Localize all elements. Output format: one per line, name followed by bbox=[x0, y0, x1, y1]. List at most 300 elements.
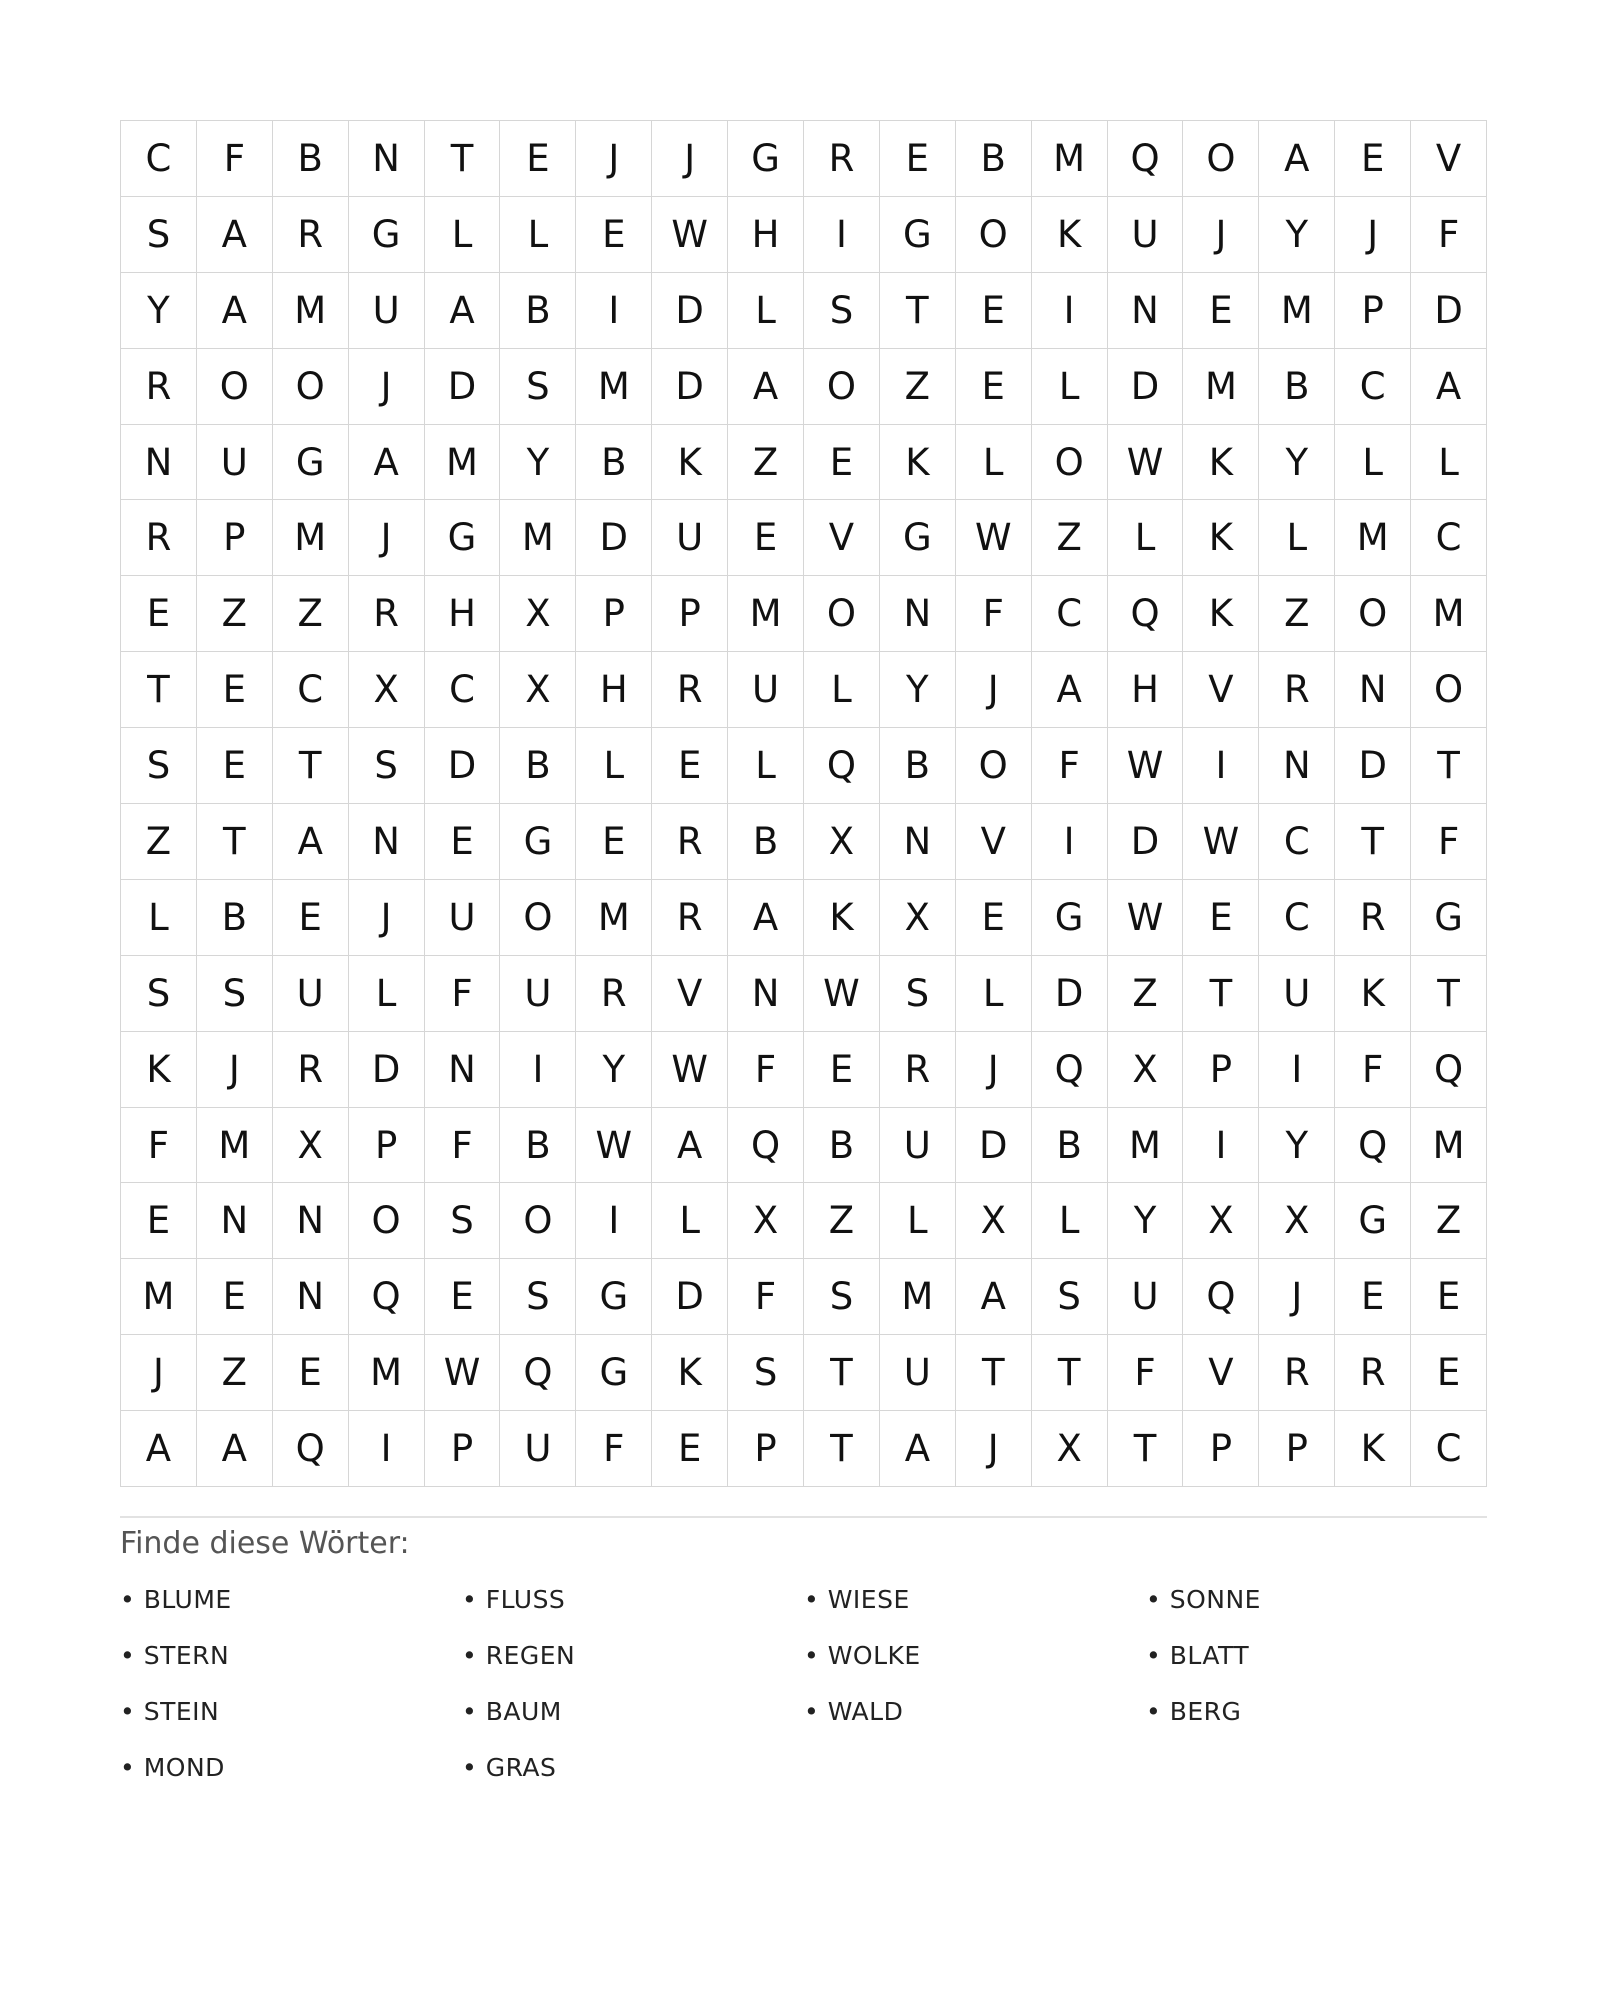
grid-cell[interactable]: O bbox=[273, 349, 349, 425]
grid-cell[interactable]: B bbox=[804, 1108, 880, 1184]
grid-cell[interactable]: M bbox=[576, 349, 652, 425]
grid-cell[interactable]: A bbox=[349, 425, 425, 501]
grid-cell[interactable]: R bbox=[652, 652, 728, 728]
grid-cell[interactable]: K bbox=[652, 425, 728, 501]
grid-cell[interactable]: S bbox=[197, 956, 273, 1032]
grid-cell[interactable]: Z bbox=[197, 576, 273, 652]
grid-cell[interactable]: O bbox=[1335, 576, 1411, 652]
grid-cell[interactable]: A bbox=[1032, 652, 1108, 728]
grid-cell[interactable]: B bbox=[1259, 349, 1335, 425]
grid-cell[interactable]: Q bbox=[1032, 1032, 1108, 1108]
grid-cell[interactable]: V bbox=[1183, 1335, 1259, 1411]
grid-cell[interactable]: D bbox=[349, 1032, 425, 1108]
grid-cell[interactable]: T bbox=[804, 1335, 880, 1411]
grid-cell[interactable]: Y bbox=[121, 273, 197, 349]
grid-cell[interactable]: J bbox=[349, 880, 425, 956]
grid-cell[interactable]: M bbox=[1108, 1108, 1184, 1184]
grid-cell[interactable]: G bbox=[576, 1335, 652, 1411]
grid-cell[interactable]: M bbox=[500, 500, 576, 576]
grid-cell[interactable]: W bbox=[1183, 804, 1259, 880]
grid-cell[interactable]: O bbox=[349, 1183, 425, 1259]
grid-cell[interactable]: N bbox=[1108, 273, 1184, 349]
grid-cell[interactable]: M bbox=[1032, 121, 1108, 197]
grid-cell[interactable]: F bbox=[1335, 1032, 1411, 1108]
grid-cell[interactable]: W bbox=[804, 956, 880, 1032]
grid-cell[interactable]: Z bbox=[880, 349, 956, 425]
grid-cell[interactable]: E bbox=[1183, 880, 1259, 956]
grid-cell[interactable]: X bbox=[956, 1183, 1032, 1259]
grid-cell[interactable]: Q bbox=[349, 1259, 425, 1335]
grid-cell[interactable]: U bbox=[273, 956, 349, 1032]
grid-cell[interactable]: D bbox=[956, 1108, 1032, 1184]
grid-cell[interactable]: A bbox=[273, 804, 349, 880]
grid-cell[interactable]: M bbox=[273, 273, 349, 349]
grid-cell[interactable]: P bbox=[728, 1411, 804, 1487]
grid-cell[interactable]: L bbox=[1032, 1183, 1108, 1259]
grid-cell[interactable]: T bbox=[121, 652, 197, 728]
grid-cell[interactable]: U bbox=[197, 425, 273, 501]
grid-cell[interactable]: L bbox=[804, 652, 880, 728]
grid-cell[interactable]: F bbox=[956, 576, 1032, 652]
grid-cell[interactable]: D bbox=[1032, 956, 1108, 1032]
grid-cell[interactable]: E bbox=[121, 576, 197, 652]
grid-cell[interactable]: H bbox=[576, 652, 652, 728]
grid-cell[interactable]: T bbox=[1411, 956, 1487, 1032]
grid-cell[interactable]: M bbox=[1411, 1108, 1487, 1184]
grid-cell[interactable]: K bbox=[652, 1335, 728, 1411]
grid-cell[interactable]: J bbox=[1335, 197, 1411, 273]
grid-cell[interactable]: J bbox=[121, 1335, 197, 1411]
grid-cell[interactable]: U bbox=[1108, 197, 1184, 273]
grid-cell[interactable]: D bbox=[652, 273, 728, 349]
grid-cell[interactable]: E bbox=[728, 500, 804, 576]
grid-cell[interactable]: L bbox=[956, 956, 1032, 1032]
grid-cell[interactable]: W bbox=[652, 1032, 728, 1108]
grid-cell[interactable]: T bbox=[956, 1335, 1032, 1411]
grid-cell[interactable]: C bbox=[1335, 349, 1411, 425]
grid-cell[interactable]: N bbox=[121, 425, 197, 501]
grid-cell[interactable]: G bbox=[880, 197, 956, 273]
grid-cell[interactable]: B bbox=[880, 728, 956, 804]
grid-cell[interactable]: E bbox=[880, 121, 956, 197]
grid-cell[interactable]: P bbox=[349, 1108, 425, 1184]
grid-cell[interactable]: N bbox=[349, 804, 425, 880]
grid-cell[interactable]: X bbox=[1183, 1183, 1259, 1259]
grid-cell[interactable]: D bbox=[425, 728, 501, 804]
grid-cell[interactable]: L bbox=[1259, 500, 1335, 576]
grid-cell[interactable]: M bbox=[273, 500, 349, 576]
grid-cell[interactable]: C bbox=[1259, 804, 1335, 880]
grid-cell[interactable]: L bbox=[576, 728, 652, 804]
grid-cell[interactable]: B bbox=[1032, 1108, 1108, 1184]
grid-cell[interactable]: D bbox=[425, 349, 501, 425]
grid-cell[interactable]: W bbox=[425, 1335, 501, 1411]
grid-cell[interactable]: T bbox=[1108, 1411, 1184, 1487]
grid-cell[interactable]: L bbox=[1411, 425, 1487, 501]
grid-cell[interactable]: T bbox=[1335, 804, 1411, 880]
grid-cell[interactable]: X bbox=[804, 804, 880, 880]
grid-cell[interactable]: L bbox=[349, 956, 425, 1032]
grid-cell[interactable]: U bbox=[425, 880, 501, 956]
grid-cell[interactable]: Z bbox=[728, 425, 804, 501]
grid-cell[interactable]: Z bbox=[1032, 500, 1108, 576]
grid-cell[interactable]: M bbox=[880, 1259, 956, 1335]
grid-cell[interactable]: E bbox=[652, 728, 728, 804]
grid-cell[interactable]: L bbox=[121, 880, 197, 956]
grid-cell[interactable]: F bbox=[728, 1259, 804, 1335]
grid-cell[interactable]: S bbox=[349, 728, 425, 804]
grid-cell[interactable]: T bbox=[880, 273, 956, 349]
grid-cell[interactable]: L bbox=[425, 197, 501, 273]
grid-cell[interactable]: K bbox=[1335, 1411, 1411, 1487]
grid-cell[interactable]: A bbox=[728, 349, 804, 425]
grid-cell[interactable]: G bbox=[349, 197, 425, 273]
grid-cell[interactable]: X bbox=[880, 880, 956, 956]
grid-cell[interactable]: T bbox=[804, 1411, 880, 1487]
grid-cell[interactable]: Q bbox=[273, 1411, 349, 1487]
grid-cell[interactable]: R bbox=[349, 576, 425, 652]
grid-cell[interactable]: S bbox=[804, 1259, 880, 1335]
grid-cell[interactable]: E bbox=[425, 1259, 501, 1335]
grid-cell[interactable]: Q bbox=[1183, 1259, 1259, 1335]
grid-cell[interactable]: J bbox=[349, 349, 425, 425]
grid-cell[interactable]: E bbox=[1183, 273, 1259, 349]
grid-cell[interactable]: D bbox=[576, 500, 652, 576]
grid-cell[interactable]: K bbox=[1335, 956, 1411, 1032]
grid-cell[interactable]: E bbox=[121, 1183, 197, 1259]
grid-cell[interactable]: W bbox=[1108, 880, 1184, 956]
grid-cell[interactable]: E bbox=[1411, 1335, 1487, 1411]
grid-cell[interactable]: B bbox=[956, 121, 1032, 197]
grid-cell[interactable]: O bbox=[500, 1183, 576, 1259]
grid-cell[interactable]: V bbox=[956, 804, 1032, 880]
grid-cell[interactable]: D bbox=[652, 349, 728, 425]
grid-cell[interactable]: X bbox=[500, 576, 576, 652]
grid-cell[interactable]: C bbox=[1411, 1411, 1487, 1487]
grid-cell[interactable]: N bbox=[273, 1183, 349, 1259]
grid-cell[interactable]: A bbox=[121, 1411, 197, 1487]
grid-cell[interactable]: Z bbox=[804, 1183, 880, 1259]
grid-cell[interactable]: M bbox=[576, 880, 652, 956]
grid-cell[interactable]: C bbox=[425, 652, 501, 728]
grid-cell[interactable]: S bbox=[500, 1259, 576, 1335]
grid-cell[interactable]: G bbox=[1335, 1183, 1411, 1259]
grid-cell[interactable]: Z bbox=[1108, 956, 1184, 1032]
grid-cell[interactable]: E bbox=[1335, 1259, 1411, 1335]
grid-cell[interactable]: I bbox=[1183, 728, 1259, 804]
grid-cell[interactable]: K bbox=[1032, 197, 1108, 273]
grid-cell[interactable]: A bbox=[197, 197, 273, 273]
grid-cell[interactable]: E bbox=[804, 1032, 880, 1108]
grid-cell[interactable]: M bbox=[1411, 576, 1487, 652]
grid-cell[interactable]: B bbox=[500, 728, 576, 804]
grid-cell[interactable]: J bbox=[1183, 197, 1259, 273]
grid-cell[interactable]: M bbox=[728, 576, 804, 652]
grid-cell[interactable]: I bbox=[804, 197, 880, 273]
grid-cell[interactable]: V bbox=[652, 956, 728, 1032]
grid-cell[interactable]: R bbox=[1259, 1335, 1335, 1411]
grid-cell[interactable]: Q bbox=[804, 728, 880, 804]
grid-cell[interactable]: L bbox=[880, 1183, 956, 1259]
grid-cell[interactable]: W bbox=[576, 1108, 652, 1184]
grid-cell[interactable]: R bbox=[880, 1032, 956, 1108]
grid-cell[interactable]: Q bbox=[1335, 1108, 1411, 1184]
grid-cell[interactable]: Z bbox=[197, 1335, 273, 1411]
grid-cell[interactable]: G bbox=[728, 121, 804, 197]
grid-cell[interactable]: S bbox=[880, 956, 956, 1032]
grid-cell[interactable]: L bbox=[956, 425, 1032, 501]
grid-cell[interactable]: M bbox=[197, 1108, 273, 1184]
grid-cell[interactable]: K bbox=[804, 880, 880, 956]
grid-cell[interactable]: R bbox=[273, 1032, 349, 1108]
grid-cell[interactable]: P bbox=[1183, 1411, 1259, 1487]
grid-cell[interactable]: Q bbox=[1411, 1032, 1487, 1108]
grid-cell[interactable]: C bbox=[121, 121, 197, 197]
grid-cell[interactable]: E bbox=[273, 880, 349, 956]
grid-cell[interactable]: F bbox=[1032, 728, 1108, 804]
grid-cell[interactable]: Q bbox=[1108, 121, 1184, 197]
grid-cell[interactable]: R bbox=[576, 956, 652, 1032]
grid-cell[interactable]: M bbox=[121, 1259, 197, 1335]
grid-cell[interactable]: D bbox=[1335, 728, 1411, 804]
grid-cell[interactable]: Q bbox=[728, 1108, 804, 1184]
grid-cell[interactable]: O bbox=[804, 576, 880, 652]
grid-cell[interactable]: F bbox=[576, 1411, 652, 1487]
grid-cell[interactable]: X bbox=[349, 652, 425, 728]
grid-cell[interactable]: Q bbox=[1108, 576, 1184, 652]
grid-cell[interactable]: U bbox=[880, 1108, 956, 1184]
grid-cell[interactable]: F bbox=[197, 121, 273, 197]
grid-cell[interactable]: D bbox=[652, 1259, 728, 1335]
grid-cell[interactable]: E bbox=[956, 273, 1032, 349]
grid-cell[interactable]: L bbox=[1108, 500, 1184, 576]
grid-cell[interactable]: N bbox=[880, 576, 956, 652]
grid-cell[interactable]: O bbox=[956, 197, 1032, 273]
grid-cell[interactable]: G bbox=[425, 500, 501, 576]
grid-cell[interactable]: P bbox=[425, 1411, 501, 1487]
grid-cell[interactable]: M bbox=[1183, 349, 1259, 425]
grid-cell[interactable]: E bbox=[425, 804, 501, 880]
grid-cell[interactable]: C bbox=[1411, 500, 1487, 576]
grid-cell[interactable]: N bbox=[880, 804, 956, 880]
grid-cell[interactable]: L bbox=[1335, 425, 1411, 501]
grid-cell[interactable]: S bbox=[1032, 1259, 1108, 1335]
grid-cell[interactable]: J bbox=[197, 1032, 273, 1108]
grid-cell[interactable]: E bbox=[197, 728, 273, 804]
grid-cell[interactable]: Y bbox=[576, 1032, 652, 1108]
grid-cell[interactable]: Y bbox=[1259, 425, 1335, 501]
grid-cell[interactable]: Y bbox=[1259, 1108, 1335, 1184]
grid-cell[interactable]: I bbox=[576, 1183, 652, 1259]
grid-cell[interactable]: U bbox=[728, 652, 804, 728]
grid-cell[interactable]: K bbox=[1183, 500, 1259, 576]
grid-cell[interactable]: N bbox=[1335, 652, 1411, 728]
grid-cell[interactable]: S bbox=[500, 349, 576, 425]
grid-cell[interactable]: O bbox=[1032, 425, 1108, 501]
grid-cell[interactable]: I bbox=[1032, 273, 1108, 349]
grid-cell[interactable]: Z bbox=[1259, 576, 1335, 652]
grid-cell[interactable]: L bbox=[728, 728, 804, 804]
grid-cell[interactable]: A bbox=[1259, 121, 1335, 197]
grid-cell[interactable]: O bbox=[1183, 121, 1259, 197]
grid-cell[interactable]: U bbox=[500, 1411, 576, 1487]
grid-cell[interactable]: N bbox=[728, 956, 804, 1032]
grid-cell[interactable]: O bbox=[956, 728, 1032, 804]
grid-cell[interactable]: U bbox=[1108, 1259, 1184, 1335]
grid-cell[interactable]: M bbox=[349, 1335, 425, 1411]
grid-cell[interactable]: J bbox=[576, 121, 652, 197]
grid-cell[interactable]: E bbox=[273, 1335, 349, 1411]
grid-cell[interactable]: E bbox=[576, 804, 652, 880]
grid-cell[interactable]: T bbox=[1411, 728, 1487, 804]
grid-cell[interactable]: J bbox=[1259, 1259, 1335, 1335]
grid-cell[interactable]: F bbox=[1108, 1335, 1184, 1411]
grid-cell[interactable]: R bbox=[652, 880, 728, 956]
grid-cell[interactable]: R bbox=[1259, 652, 1335, 728]
grid-cell[interactable]: N bbox=[1259, 728, 1335, 804]
grid-cell[interactable]: J bbox=[956, 1411, 1032, 1487]
grid-cell[interactable]: O bbox=[500, 880, 576, 956]
grid-cell[interactable]: E bbox=[197, 652, 273, 728]
grid-cell[interactable]: B bbox=[273, 121, 349, 197]
grid-cell[interactable]: O bbox=[804, 349, 880, 425]
grid-cell[interactable]: A bbox=[956, 1259, 1032, 1335]
grid-cell[interactable]: S bbox=[121, 728, 197, 804]
grid-cell[interactable]: T bbox=[1183, 956, 1259, 1032]
grid-cell[interactable]: S bbox=[121, 956, 197, 1032]
grid-cell[interactable]: Q bbox=[500, 1335, 576, 1411]
grid-cell[interactable]: S bbox=[425, 1183, 501, 1259]
grid-cell[interactable]: B bbox=[500, 1108, 576, 1184]
grid-cell[interactable]: H bbox=[728, 197, 804, 273]
grid-cell[interactable]: X bbox=[728, 1183, 804, 1259]
grid-cell[interactable]: I bbox=[1183, 1108, 1259, 1184]
grid-cell[interactable]: L bbox=[1032, 349, 1108, 425]
grid-cell[interactable]: F bbox=[425, 1108, 501, 1184]
grid-cell[interactable]: A bbox=[652, 1108, 728, 1184]
grid-cell[interactable]: O bbox=[1411, 652, 1487, 728]
grid-cell[interactable]: X bbox=[1108, 1032, 1184, 1108]
grid-cell[interactable]: S bbox=[728, 1335, 804, 1411]
grid-cell[interactable]: A bbox=[425, 273, 501, 349]
grid-cell[interactable]: X bbox=[500, 652, 576, 728]
grid-cell[interactable]: J bbox=[956, 652, 1032, 728]
grid-cell[interactable]: A bbox=[880, 1411, 956, 1487]
grid-cell[interactable]: B bbox=[728, 804, 804, 880]
grid-cell[interactable]: C bbox=[1032, 576, 1108, 652]
grid-cell[interactable]: R bbox=[121, 349, 197, 425]
grid-cell[interactable]: Y bbox=[1259, 197, 1335, 273]
grid-cell[interactable]: A bbox=[197, 1411, 273, 1487]
grid-cell[interactable]: M bbox=[1259, 273, 1335, 349]
grid-cell[interactable]: G bbox=[500, 804, 576, 880]
grid-cell[interactable]: E bbox=[956, 349, 1032, 425]
grid-cell[interactable]: I bbox=[1032, 804, 1108, 880]
grid-cell[interactable]: T bbox=[1032, 1335, 1108, 1411]
grid-cell[interactable]: N bbox=[273, 1259, 349, 1335]
grid-cell[interactable]: W bbox=[1108, 425, 1184, 501]
grid-cell[interactable]: L bbox=[500, 197, 576, 273]
grid-cell[interactable]: L bbox=[728, 273, 804, 349]
grid-cell[interactable]: F bbox=[425, 956, 501, 1032]
grid-cell[interactable]: M bbox=[1335, 500, 1411, 576]
grid-cell[interactable]: S bbox=[121, 197, 197, 273]
grid-cell[interactable]: I bbox=[576, 273, 652, 349]
grid-cell[interactable]: I bbox=[500, 1032, 576, 1108]
grid-cell[interactable]: Y bbox=[500, 425, 576, 501]
grid-cell[interactable]: D bbox=[1411, 273, 1487, 349]
grid-cell[interactable]: U bbox=[349, 273, 425, 349]
grid-cell[interactable]: X bbox=[273, 1108, 349, 1184]
grid-cell[interactable]: F bbox=[1411, 197, 1487, 273]
grid-cell[interactable]: Z bbox=[1411, 1183, 1487, 1259]
grid-cell[interactable]: F bbox=[1411, 804, 1487, 880]
grid-cell[interactable]: J bbox=[652, 121, 728, 197]
grid-cell[interactable]: E bbox=[1411, 1259, 1487, 1335]
grid-cell[interactable]: T bbox=[425, 121, 501, 197]
grid-cell[interactable]: H bbox=[1108, 652, 1184, 728]
grid-cell[interactable]: E bbox=[500, 121, 576, 197]
grid-cell[interactable]: J bbox=[349, 500, 425, 576]
grid-cell[interactable]: F bbox=[728, 1032, 804, 1108]
grid-cell[interactable]: F bbox=[121, 1108, 197, 1184]
grid-cell[interactable]: K bbox=[1183, 576, 1259, 652]
grid-cell[interactable]: W bbox=[652, 197, 728, 273]
grid-cell[interactable]: P bbox=[1259, 1411, 1335, 1487]
grid-cell[interactable]: U bbox=[1259, 956, 1335, 1032]
grid-cell[interactable]: E bbox=[1335, 121, 1411, 197]
grid-cell[interactable]: E bbox=[652, 1411, 728, 1487]
grid-cell[interactable]: P bbox=[652, 576, 728, 652]
grid-cell[interactable]: T bbox=[273, 728, 349, 804]
grid-cell[interactable]: R bbox=[273, 197, 349, 273]
grid-cell[interactable]: E bbox=[804, 425, 880, 501]
grid-cell[interactable]: C bbox=[273, 652, 349, 728]
grid-cell[interactable]: G bbox=[576, 1259, 652, 1335]
grid-cell[interactable]: J bbox=[956, 1032, 1032, 1108]
grid-cell[interactable]: E bbox=[956, 880, 1032, 956]
grid-cell[interactable]: U bbox=[500, 956, 576, 1032]
grid-cell[interactable]: D bbox=[1108, 349, 1184, 425]
grid-cell[interactable]: V bbox=[1183, 652, 1259, 728]
grid-cell[interactable]: P bbox=[197, 500, 273, 576]
grid-cell[interactable]: X bbox=[1259, 1183, 1335, 1259]
grid-cell[interactable]: R bbox=[804, 121, 880, 197]
grid-cell[interactable]: U bbox=[880, 1335, 956, 1411]
grid-cell[interactable]: U bbox=[652, 500, 728, 576]
grid-cell[interactable]: V bbox=[804, 500, 880, 576]
grid-cell[interactable]: K bbox=[1183, 425, 1259, 501]
grid-cell[interactable]: A bbox=[1411, 349, 1487, 425]
grid-cell[interactable]: D bbox=[1108, 804, 1184, 880]
grid-cell[interactable]: X bbox=[1032, 1411, 1108, 1487]
grid-cell[interactable]: G bbox=[1032, 880, 1108, 956]
grid-cell[interactable]: N bbox=[425, 1032, 501, 1108]
grid-cell[interactable]: N bbox=[197, 1183, 273, 1259]
grid-cell[interactable]: Z bbox=[121, 804, 197, 880]
grid-cell[interactable]: P bbox=[576, 576, 652, 652]
grid-cell[interactable]: B bbox=[500, 273, 576, 349]
grid-cell[interactable]: G bbox=[1411, 880, 1487, 956]
grid-cell[interactable]: P bbox=[1183, 1032, 1259, 1108]
grid-cell[interactable]: Z bbox=[273, 576, 349, 652]
grid-cell[interactable]: O bbox=[197, 349, 273, 425]
grid-cell[interactable]: C bbox=[1259, 880, 1335, 956]
grid-cell[interactable]: B bbox=[197, 880, 273, 956]
grid-cell[interactable]: I bbox=[1259, 1032, 1335, 1108]
grid-cell[interactable]: V bbox=[1411, 121, 1487, 197]
grid-cell[interactable]: B bbox=[576, 425, 652, 501]
